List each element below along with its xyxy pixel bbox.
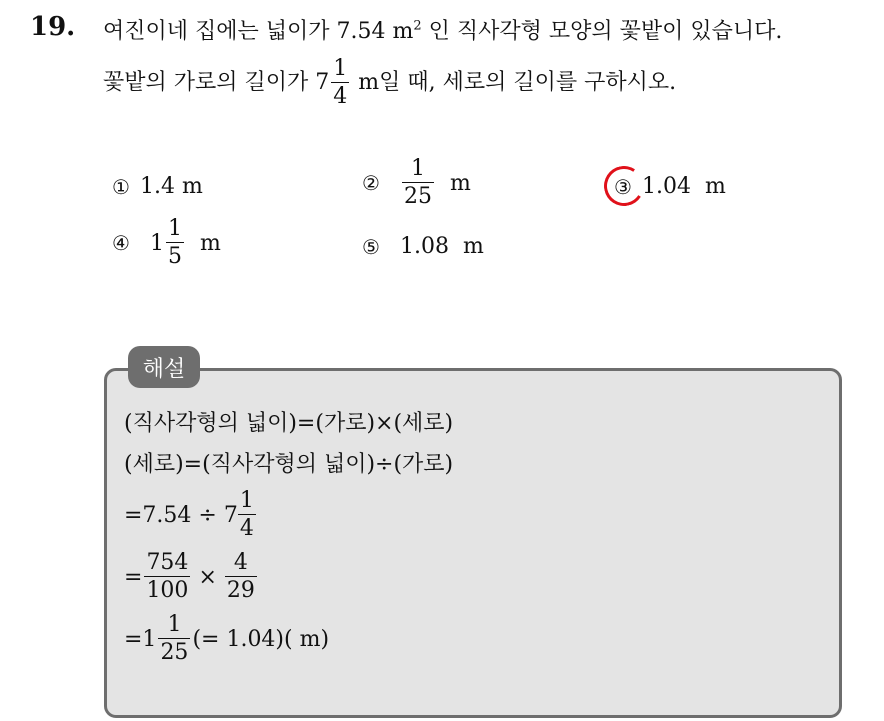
question-line-1 (103, 14, 782, 45)
solution-line-3-fraction (238, 490, 256, 540)
fraction-numerator: 1 (168, 216, 182, 241)
option-2-unit: m (450, 170, 471, 196)
option-5-marker: ⑤ (362, 234, 380, 259)
question-text-1-tail: 인 직사각형 모양의 꽃밭이 있습니다. (421, 19, 783, 44)
option-4-marker: ④ (112, 231, 130, 255)
fraction-numerator: 754 (146, 550, 189, 575)
solution-line-5-fraction (158, 614, 190, 664)
option-4[interactable] (112, 218, 221, 268)
fraction-denominator: 4 (239, 516, 254, 541)
option-4-unit: m (200, 230, 221, 256)
option-1-text: 1.4 m (140, 174, 203, 199)
width-fraction (331, 58, 349, 108)
question-text-2: 꽃밭의 가로의 길이가 7 (103, 70, 330, 95)
solution-line-5-tail: (= 1.04)( m) (192, 626, 330, 652)
fraction-numerator: 1 (333, 56, 348, 81)
fraction-numerator: 1 (239, 488, 254, 513)
solution-line-2: (세로)=(직사각형의 넓이)÷(가로) (124, 452, 454, 477)
solution-line-3-text: =7.54 ÷ 7 (124, 502, 238, 528)
solution-line-4 (124, 552, 259, 602)
fraction-denominator: 25 (404, 184, 432, 209)
solution-line-1: (직사각형의 넓이)=(가로)×(세로) (124, 411, 454, 436)
solution-line-4-eq: = (124, 564, 143, 590)
fraction-denominator: 100 (146, 578, 189, 603)
solution-line-5-text: =1 (124, 626, 157, 652)
fraction-numerator: 1 (411, 156, 425, 181)
question-text-2-tail: m일 때, 세로의 길이를 구하시오. (358, 70, 677, 95)
question-text-1: 여진이네 집에는 넓이가 7.54 m (103, 19, 414, 44)
fraction-denominator: 4 (333, 84, 348, 109)
fraction-denominator: 29 (226, 578, 255, 603)
option-3[interactable] (610, 174, 726, 199)
solution-line-3 (124, 490, 258, 540)
option-4-whole: 1 (150, 230, 164, 256)
solution-line-5 (124, 614, 329, 664)
option-5[interactable] (362, 234, 484, 259)
option-3-text: 1.04 m (642, 174, 726, 199)
option-1-marker: ① (112, 174, 130, 199)
option-2-fraction (402, 158, 434, 208)
solution-tag: 해설 (128, 346, 200, 388)
option-2[interactable] (362, 158, 471, 208)
fraction-numerator: 4 (233, 550, 248, 575)
question-line-2 (103, 58, 676, 108)
option-5-text: 1.08 m (400, 234, 484, 259)
option-3-marker: ③ (614, 174, 632, 199)
fraction-denominator: 5 (168, 244, 182, 269)
solution-line-4-fraction-1 (144, 552, 190, 602)
option-2-marker: ② (362, 171, 380, 195)
option-4-fraction (166, 218, 184, 268)
fraction-numerator: 1 (167, 612, 182, 637)
fraction-denominator: 25 (160, 640, 189, 665)
area-exponent: 2 (413, 18, 422, 34)
solution-line-4-fraction-2 (225, 552, 257, 602)
question-number: 19. (30, 12, 76, 42)
option-1[interactable] (112, 174, 203, 199)
solution-line-4-op: × (198, 564, 217, 590)
